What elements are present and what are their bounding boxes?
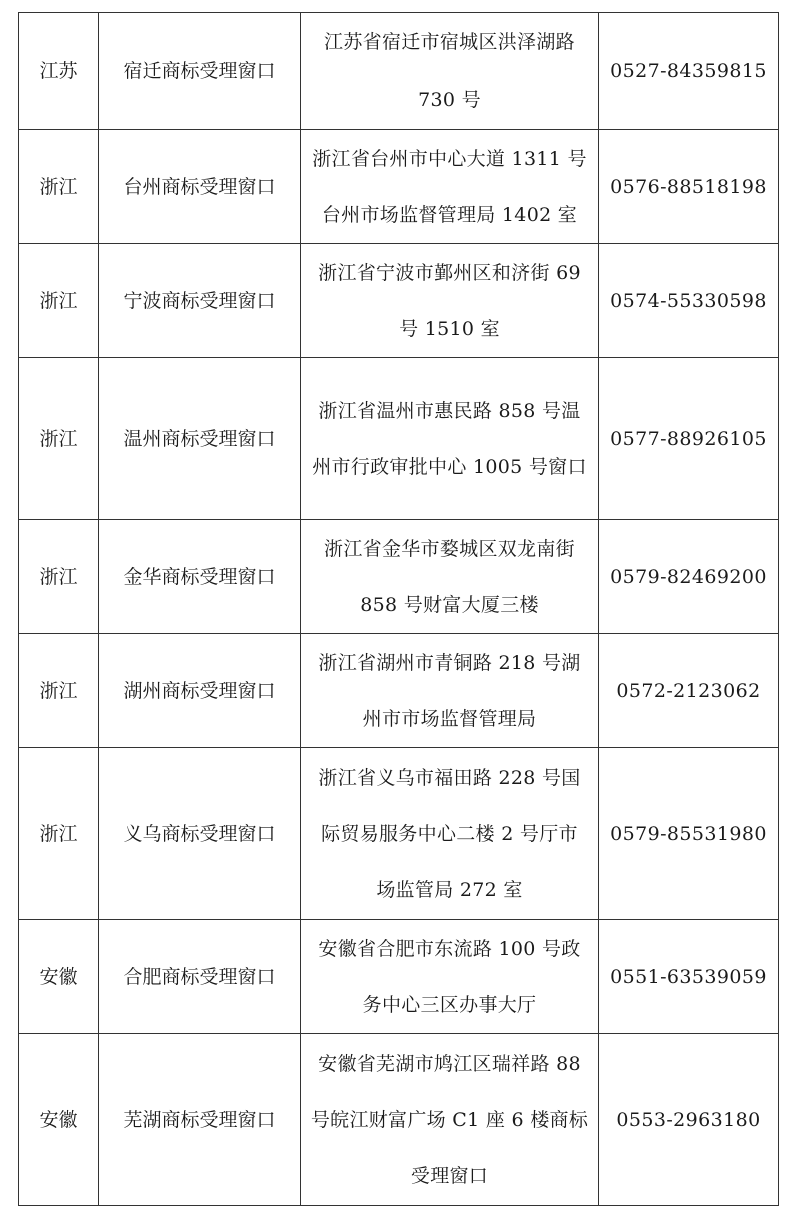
province-cell: 安徽 bbox=[19, 1034, 99, 1206]
address-line: 浙江省温州市惠民路 858 号温 bbox=[318, 399, 581, 422]
window-name-cell: 宁波商标受理窗口 bbox=[99, 244, 301, 358]
window-name-cell: 金华商标受理窗口 bbox=[99, 520, 301, 634]
province-cell: 浙江 bbox=[19, 130, 99, 244]
address-line: 号皖江财富广场 C1 座 6 楼商标 bbox=[310, 1108, 589, 1131]
address-line: 州市市场监督管理局 bbox=[362, 707, 537, 730]
address-cell bbox=[301, 920, 599, 1034]
table-row bbox=[19, 358, 779, 520]
table-row bbox=[19, 13, 779, 130]
phone-cell: 0577-88926105 bbox=[599, 358, 779, 520]
address-cell bbox=[301, 634, 599, 748]
phone-cell: 0579-85531980 bbox=[599, 748, 779, 920]
address-cell bbox=[301, 748, 599, 920]
phone-cell: 0572-2123062 bbox=[599, 634, 779, 748]
address-line: 号 1510 室 bbox=[399, 317, 500, 340]
address-cell bbox=[301, 358, 599, 520]
province-cell: 浙江 bbox=[19, 748, 99, 920]
address-line: 安徽省合肥市东流路 100 号政 bbox=[318, 937, 581, 960]
address-line: 际贸易服务中心二楼 2 号厅市 bbox=[321, 822, 578, 845]
phone-cell: 0576-88518198 bbox=[599, 130, 779, 244]
table-row bbox=[19, 130, 779, 244]
province-cell: 浙江 bbox=[19, 358, 99, 520]
province-cell: 安徽 bbox=[19, 920, 99, 1034]
address-line: 务中心三区办事大厅 bbox=[362, 993, 537, 1016]
phone-cell: 0527-84359815 bbox=[599, 13, 779, 130]
phone-cell: 0551-63539059 bbox=[599, 920, 779, 1034]
address-line: 受理窗口 bbox=[410, 1164, 489, 1187]
trademark-office-table bbox=[18, 12, 779, 1206]
phone-cell: 0579-82469200 bbox=[599, 520, 779, 634]
table-row bbox=[19, 520, 779, 634]
province-cell: 浙江 bbox=[19, 520, 99, 634]
address-line: 730 号 bbox=[418, 89, 481, 111]
window-name-cell: 芜湖商标受理窗口 bbox=[99, 1034, 301, 1206]
province-cell: 江苏 bbox=[19, 13, 99, 130]
table-row bbox=[19, 1034, 779, 1206]
table-row bbox=[19, 748, 779, 920]
address-cell bbox=[301, 1034, 599, 1206]
table-row bbox=[19, 244, 779, 358]
address-line: 浙江省宁波市鄞州区和济街 69 bbox=[318, 261, 581, 284]
address-cell bbox=[301, 244, 599, 358]
address-line: 台州市场监督管理局 1402 室 bbox=[321, 203, 578, 226]
address-line: 场监管局 272 室 bbox=[376, 878, 523, 901]
address-line: 安徽省芜湖市鸠江区瑞祥路 88 bbox=[318, 1052, 581, 1075]
address-line: 浙江省金华市婺城区双龙南街 bbox=[324, 537, 575, 560]
window-name-cell: 温州商标受理窗口 bbox=[99, 358, 301, 520]
province-cell: 浙江 bbox=[19, 244, 99, 358]
window-name-cell: 台州商标受理窗口 bbox=[99, 130, 301, 244]
window-name-cell: 湖州商标受理窗口 bbox=[99, 634, 301, 748]
window-name-cell: 宿迁商标受理窗口 bbox=[99, 13, 301, 130]
table-row bbox=[19, 920, 779, 1034]
table-row bbox=[19, 634, 779, 748]
address-cell bbox=[301, 130, 599, 244]
window-name-cell: 合肥商标受理窗口 bbox=[99, 920, 301, 1034]
address-line: 浙江省台州市中心大道 1311 号 bbox=[312, 147, 587, 170]
address-line: 州市行政审批中心 1005 号窗口 bbox=[312, 455, 587, 478]
address-line: 浙江省义乌市福田路 228 号国 bbox=[318, 766, 581, 789]
address-cell bbox=[301, 520, 599, 634]
phone-cell: 0553-2963180 bbox=[599, 1034, 779, 1206]
address-cell bbox=[301, 13, 599, 130]
phone-cell: 0574-55330598 bbox=[599, 244, 779, 358]
address-line: 浙江省湖州市青铜路 218 号湖 bbox=[318, 651, 581, 674]
address-line: 江苏省宿迁市宿城区洪泽湖路 bbox=[324, 31, 575, 53]
province-cell: 浙江 bbox=[19, 634, 99, 748]
window-name-cell: 义乌商标受理窗口 bbox=[99, 748, 301, 920]
address-line: 858 号财富大厦三楼 bbox=[360, 593, 539, 616]
